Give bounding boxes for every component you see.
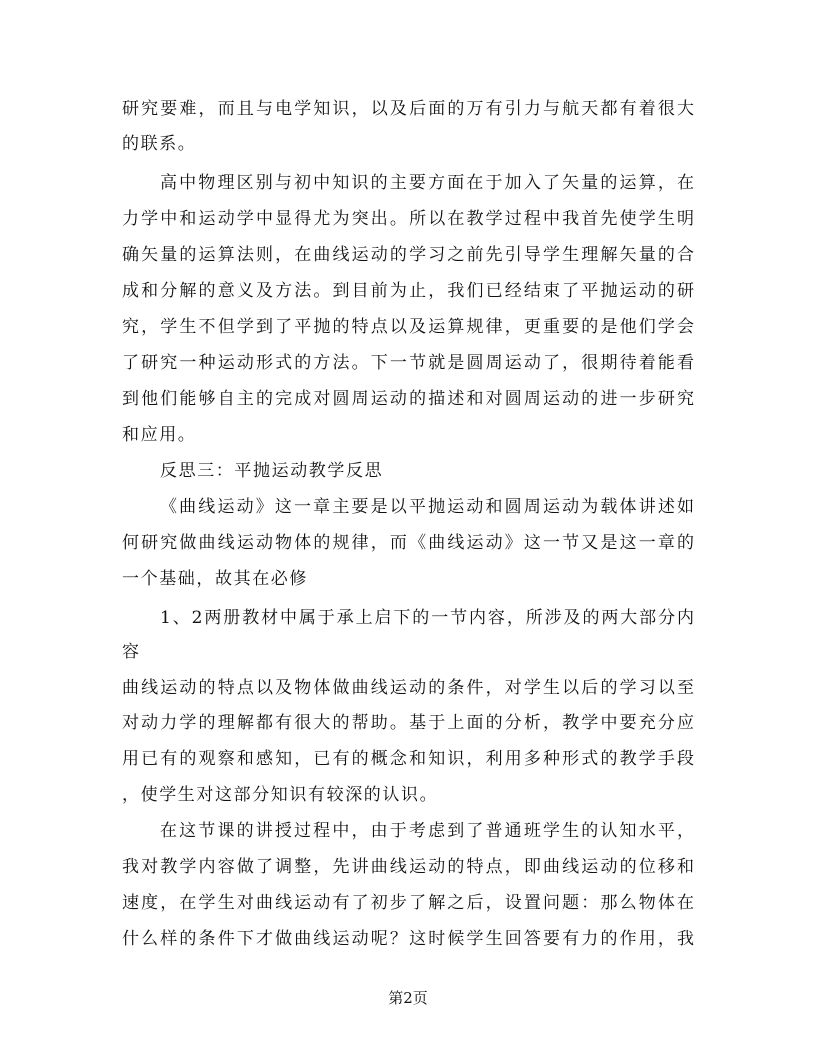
text-line: 的联系。 bbox=[122, 134, 197, 154]
text-line: 研究要难，而且与电学知识，以及后面的万有引力与航天都有着很大 bbox=[122, 99, 694, 119]
text-line: 容 bbox=[122, 642, 141, 662]
text-line: 曲线运动的特点以及物体做曲线运动的条件，对学生以后的学习以至 bbox=[122, 678, 694, 698]
text-line: 《曲线运动》这一章主要是以平抛运动和圆周运动为载体讲述如 bbox=[160, 497, 694, 517]
text-line: 确矢量的运算法则，在曲线运动的学习之前先引导学生理解矢量的合 bbox=[122, 245, 694, 265]
text-line: 一个基础，故其在必修 bbox=[122, 569, 308, 589]
text-line: 何研究做曲线运动物体的规律，而《曲线运动》这一节又是这一章的 bbox=[122, 533, 694, 553]
page-number: 第2页 bbox=[388, 989, 428, 1007]
text-line: 和应用。 bbox=[122, 425, 197, 445]
text-line: 我对教学内容做了调整，先讲曲线运动的特点，即曲线运动的位移和 bbox=[122, 857, 694, 877]
text-line: 速度，在学生对曲线运动有了初步了解之后，设置问题：那么物体在 bbox=[122, 893, 694, 913]
text-line: 1、2两册教材中属于承上启下的一节内容，所涉及的两大部分内 bbox=[160, 608, 694, 628]
text-line: 成和分解的意义及方法。到目前为止，我们已经结束了平抛运动的研 bbox=[122, 281, 694, 301]
text-line: 了研究一种运动形式的方法。下一节就是圆周运动了，很期待着能看 bbox=[122, 353, 694, 373]
text-line: 究，学生不但学到了平抛的特点以及运算规律，更重要的是他们学会 bbox=[122, 317, 694, 337]
text-line: ，使学生对这部分知识有较深的认识。 bbox=[122, 785, 439, 805]
text-line: 到他们能够自主的完成对圆周运动的描述和对圆周运动的进一步研究 bbox=[122, 389, 694, 409]
text-line: 在这节课的讲授过程中，由于考虑到了普通班学生的认知水平， bbox=[160, 821, 694, 841]
text-line: 用已有的观察和感知，已有的概念和知识，利用多种形式的教学手段 bbox=[122, 749, 694, 769]
text-line: 对动力学的理解都有很大的帮助。基于上面的分析，教学中要充分应 bbox=[122, 713, 694, 733]
section-heading: 反思三：平抛运动教学反思 bbox=[160, 461, 384, 481]
text-line: 什么样的条件下才做曲线运动呢？这时候学生回答要有力的作用，我 bbox=[122, 929, 694, 949]
text-line: 力学中和运动学中显得尤为突出。所以在教学过程中我首先使学生明 bbox=[122, 209, 694, 229]
text-line: 高中物理区别与初中知识的主要方面在于加入了矢量的运算，在 bbox=[160, 173, 694, 193]
